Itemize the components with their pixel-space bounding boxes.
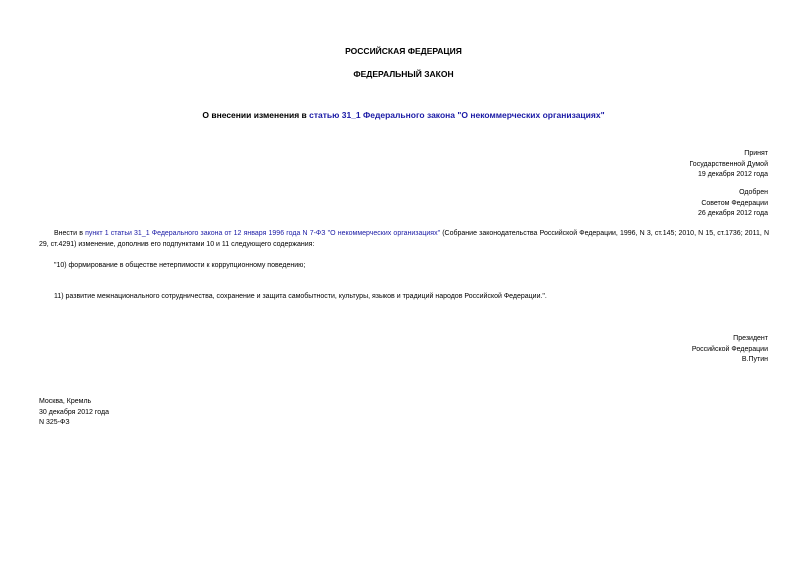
place: Москва, Кремль (39, 398, 92, 405)
doc-type-heading: ФЕДЕРАЛЬНЫЙ ЗАКОН (353, 69, 454, 79)
law-number: N 325-ФЗ (39, 419, 70, 426)
country-heading: РОССИЙСКАЯ ФЕДЕРАЦИЯ (345, 46, 462, 56)
title-prefix: О внесении изменения в (202, 110, 310, 120)
signature-name: В.Путин (741, 356, 768, 363)
place-date-block (39, 397, 109, 429)
item-10-paragraph: "10) формирование в обществе нетерпимости к коррупционному поведению; (54, 262, 306, 269)
intro-suffix: (Собрание законодательства Российской Федерации, 1996, N 3, ст.145; 2010, N 15, ст.1736; 2011, N 29, ст.4291) изменение, дополнив его подпунктами 10 и 11 следующего содержания: (39, 230, 769, 248)
intro-paragraph (39, 229, 769, 250)
approved-date: 26 декабря 2012 года (697, 210, 768, 217)
approved-label: Одобрен (739, 189, 768, 196)
adopted-body: Государственной Думой (689, 160, 768, 168)
approved-block (698, 188, 768, 220)
item-11-paragraph: 11) развитие межнационального сотрудничества, сохранение и защита самобытности, культуры, языков и традиций народов Российской Федерации.". (54, 293, 547, 300)
title-article-link[interactable]: статью 31_1 Федерального закона "О некоммерческих организациях" (309, 110, 605, 120)
signature-org: Российской Федерации (691, 345, 768, 353)
signature-title: Президент (733, 335, 768, 342)
adopted-label: Принят (744, 150, 768, 157)
document-title (0, 110, 807, 120)
approved-body: Советом Федерации (701, 199, 768, 207)
intro-prefix: Внести в (54, 230, 86, 237)
sign-date: 30 декабря 2012 года (39, 408, 110, 416)
intro-law-link[interactable]: пункт 1 статьи 31_1 Федерального закона от 12 января 1996 года N 7-ФЗ "О некоммерческих организациях" (85, 230, 441, 237)
adopted-date: 19 декабря 2012 года (697, 171, 768, 178)
adopted-block (689, 149, 768, 181)
signature-block (692, 334, 768, 366)
